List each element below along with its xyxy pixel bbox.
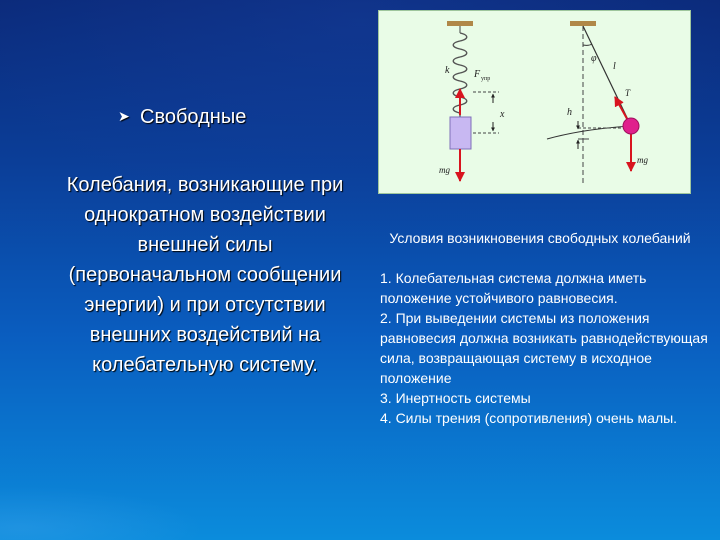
label-t: T bbox=[625, 88, 631, 98]
spring-pendulum bbox=[439, 21, 505, 181]
label-mg-right: mg bbox=[637, 155, 648, 165]
conditions-heading: Условия возникновения свободных колебаний bbox=[389, 230, 691, 246]
bullet-arrow-icon: ➤ bbox=[118, 108, 130, 124]
pendulum-ball bbox=[623, 118, 639, 134]
conditions-block bbox=[380, 228, 710, 428]
label-force: F bbox=[474, 69, 481, 80]
label-k: k bbox=[445, 65, 450, 76]
math-pendulum bbox=[547, 21, 648, 186]
spring-ceiling bbox=[447, 21, 473, 26]
condition-item: 3. Инертность системы bbox=[380, 390, 531, 406]
label-mg-left: mg bbox=[439, 165, 450, 175]
label-phi: φ bbox=[591, 53, 597, 64]
definition-text: Колебания, возникающие при однократном воздействии внешней силы (первоначальном сообщении энергии) и при отсутствии внешних воздействий на колебательную систему. bbox=[66, 174, 344, 376]
angle-arc bbox=[583, 44, 592, 45]
condition-item: 2. При выведении системы из положения равновесия должна возникать равнодействующая сила, возвращающая систему в исходное положение bbox=[380, 310, 708, 386]
diagram-svg bbox=[379, 11, 690, 193]
label-x: x bbox=[500, 109, 505, 120]
label-l: l bbox=[613, 61, 616, 72]
spring-mass bbox=[450, 117, 471, 149]
bullet-text: Свободные bbox=[140, 106, 247, 128]
label-force-sub: упр bbox=[481, 76, 491, 82]
condition-item: 4. Силы трения (сопротивления) очень малы. bbox=[380, 410, 678, 426]
condition-item: 1. Колебательная система должна иметь положение устойчивого равновесия. bbox=[380, 270, 647, 306]
label-h: h bbox=[567, 107, 572, 118]
pendulum-ceiling bbox=[570, 21, 596, 26]
bullet-item bbox=[118, 104, 246, 129]
oscillation-diagram bbox=[378, 10, 691, 194]
